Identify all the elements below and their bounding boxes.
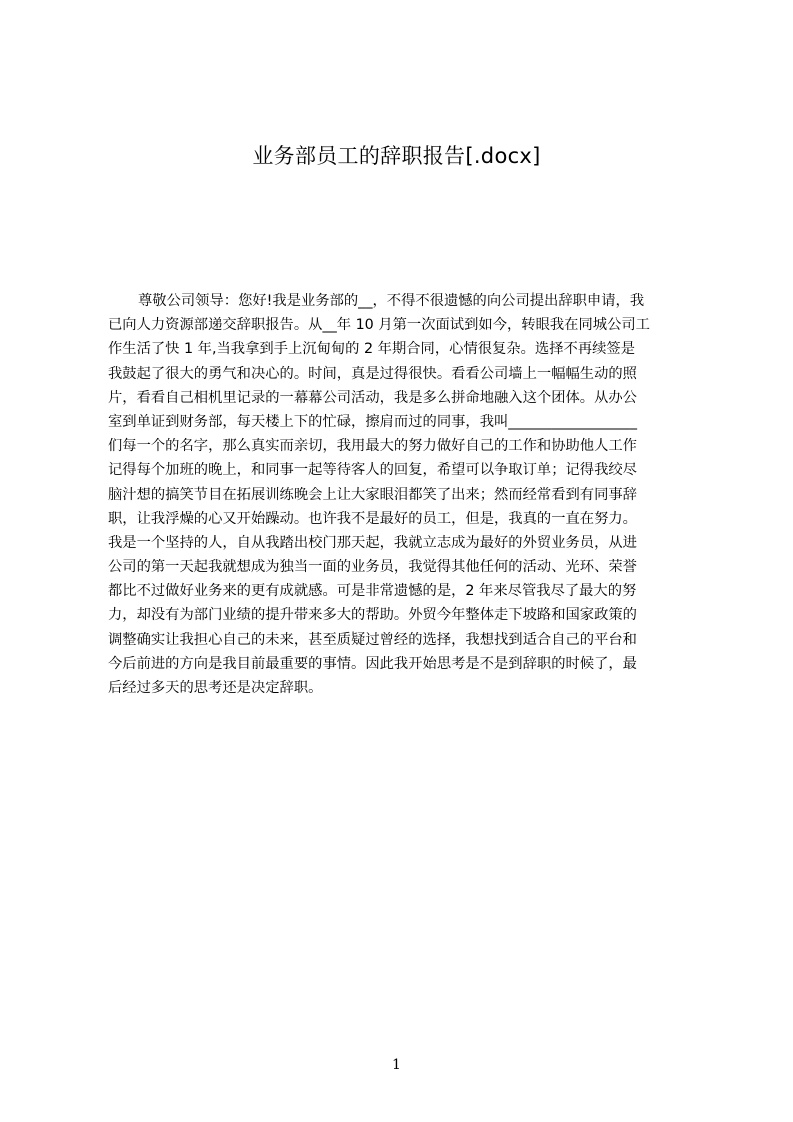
body-line: 们每一个的名字，那么真实而亲切，我用最大的努力做好自己的工作和协助他人工作 bbox=[108, 438, 637, 455]
body-line: 调整确实让我担心自己的未来，甚至质疑过曾经的选择，我想找到适合自己的平台和 bbox=[108, 631, 637, 648]
body-line: 已向人力资源部递交辞职报告。从__年 10 月第一次面试到如今，转眼我在同城公司工 bbox=[108, 317, 650, 334]
body-line: 脑汁想的搞笑节目在拓展训练晚会上让大家眼泪都笑了出来；然而经常看到有同事辞 bbox=[108, 486, 637, 503]
body-line: 力，却没有为部门业绩的提升带来多大的帮助。外贸今年整体走下坡路和国家政策的 bbox=[108, 607, 637, 624]
body-line: 我是一个坚持的人，自从我踏出校门那天起，我就立志成为最好的外贸业务员，从进 bbox=[108, 534, 637, 551]
document-body bbox=[108, 289, 700, 700]
body-line: 我鼓起了很大的勇气和决心的。时间，真是过得很快。看看公司墙上一幅幅生动的照 bbox=[108, 365, 637, 382]
body-line: 尊敬公司领导：您好!我是业务部的__，不得不很遗憾的向公司提出辞职申请，我 bbox=[138, 293, 645, 309]
body-line: 室到单证到财务部，每天楼上下的忙碌，擦肩而过的同事，我叫__________________ bbox=[108, 413, 637, 430]
document-title: 业务部员工的辞职报告[.docx] bbox=[252, 144, 541, 168]
body-line: 职，让我浮燥的心又开始躁动。也许我不是最好的员工，但是，我真的一直在努力。 bbox=[108, 510, 637, 527]
body-line: 片，看看自己相机里记录的一幕幕公司活动，我是多么拼命地融入这个团体。从办公 bbox=[108, 389, 637, 406]
body-line: 都比不过做好业务来的更有成就感。可是非常遗憾的是，2 年来尽管我尽了最大的努 bbox=[108, 583, 637, 600]
page-number: 1 bbox=[392, 1057, 401, 1073]
body-line: 今后前进的方向是我目前最重要的事情。因此我开始思考是不是到辞职的时候了，最 bbox=[108, 655, 637, 672]
body-line: 作生活了快 1 年,当我拿到手上沉甸甸的 2 年期合同，心情很复杂。选择不再续签是 bbox=[108, 341, 636, 358]
body-line: 公司的第一天起我就想成为独当一面的业务员，我觉得其他任何的活动、光环、荣誉 bbox=[108, 559, 637, 576]
body-line: 记得每个加班的晚上，和同事一起等待客人的回复，希望可以争取订单；记得我绞尽 bbox=[108, 462, 637, 479]
body-line: 后经过多天的思考还是决定辞职。 bbox=[108, 680, 323, 696]
